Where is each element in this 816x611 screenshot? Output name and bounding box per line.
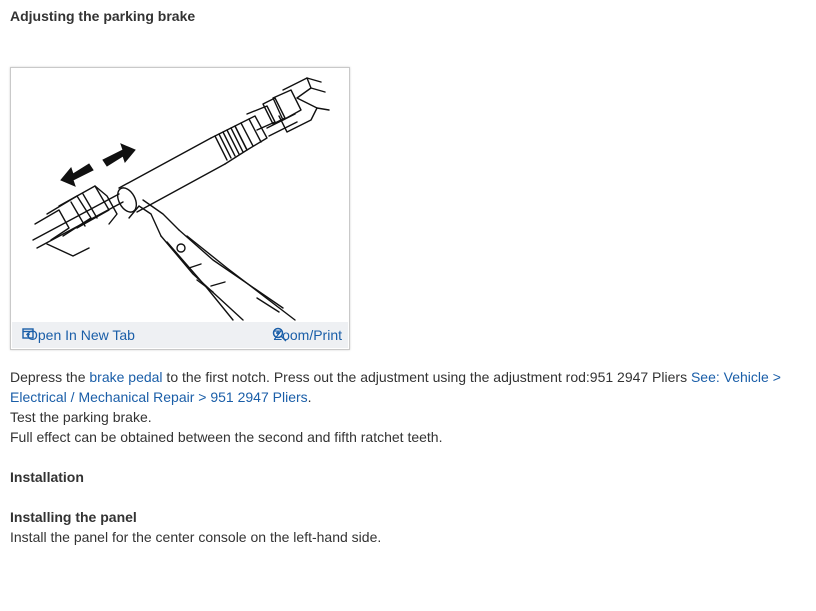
step1-middle: to the first notch. Press out the adjustment using the adjustment rod:951 2947 Pliers — [162, 369, 691, 385]
see-pliers-link[interactable]: See: Vehicle > Electrical / Mechanical Repair > 951 2947 Pliers — [10, 369, 781, 405]
figure-panel — [10, 67, 350, 350]
figure-toolbar — [12, 322, 348, 348]
step-test-parking-brake: Test the parking brake. — [10, 409, 152, 425]
procedure-content — [10, 367, 800, 547]
installing-panel-heading: Installing the panel — [10, 509, 137, 525]
step-depress-brake-pedal — [10, 367, 800, 407]
step-full-effect: Full effect can be obtained between the second and fifth ratchet teeth. — [10, 429, 443, 445]
installation-heading: Installation — [10, 469, 84, 485]
brake-pedal-link[interactable]: brake pedal — [89, 369, 163, 385]
open-in-new-tab-link[interactable] — [22, 327, 135, 343]
page-title: Adjusting the parking brake — [10, 8, 196, 24]
step1-prefix: Depress the — [10, 369, 90, 385]
zoom-print-label: Zoom/Print — [273, 327, 342, 343]
open-in-new-tab-label: Open In New Tab — [27, 327, 135, 343]
install-panel-text: Install the panel for the center console on the left-hand side. — [10, 529, 382, 545]
zoom-print-link[interactable] — [272, 327, 342, 343]
parking-brake-adjustment-illustration[interactable] — [11, 68, 349, 323]
step1-suffix: . — [307, 389, 312, 405]
